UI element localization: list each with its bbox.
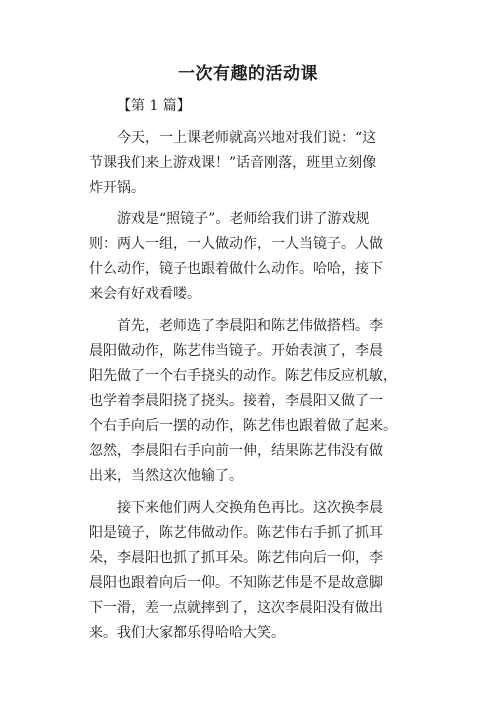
paragraph-4-line-1: 接下来他们两人交换角色再比。这次换李晨 [117, 500, 383, 516]
paragraph-3-line-4: 也学着李晨阳挠了挠头。接着，李晨阳又做了一 [89, 393, 383, 409]
paragraph-3-line-3: 阳先做了一个右手挠头的动作。陈艺伟反应机敏， [89, 368, 397, 384]
section-label: 【第 1 篇】 [117, 98, 191, 114]
paragraph-2-line-4: 来会有好戏看喽。 [89, 286, 201, 302]
paragraph-4-line-6: 来。我们大家都乐得哈哈大笑。 [89, 625, 285, 641]
paragraph-3-line-6: 忽然，李晨阳右手向前一伸，结果陈艺伟没有做 [89, 443, 383, 459]
paragraph-2-line-3: 什么动作，镜子也跟着做什么动作。哈哈，接下 [89, 261, 383, 277]
paragraph-3-line-2: 晨阳做动作，陈艺伟当镜子。开始表演了，李晨 [89, 343, 383, 359]
paragraph-2-line-1: 游戏是“照镜子”。老师给我们讲了游戏规 [117, 211, 370, 227]
paragraph-1-line-1: 今天，一上课老师就高兴地对我们说：“这 [117, 130, 377, 146]
paragraph-3-line-5: 个右手向后一摆的动作，陈艺伟也跟着做了起来。 [89, 418, 397, 434]
document-title: 一次有趣的活动课 [178, 64, 318, 84]
paragraph-4-line-4: 晨阳也跟着向后一仰。不知陈艺伟是不是故意脚 [89, 575, 383, 591]
paragraph-2-line-2: 则：两人一组，一人做动作，一人当镜子。人做 [89, 236, 383, 252]
paragraph-4-line-3: 朵，李晨阳也抓了抓耳朵。陈艺伟向后一仰，李 [89, 550, 383, 566]
paragraph-1-line-2: 节课我们来上游戏课！”话音刚落，班里立刻像 [89, 155, 377, 171]
paragraph-3-line-1: 首先，老师选了李晨阳和陈艺伟做搭档。李 [117, 318, 383, 334]
paragraph-1-line-3: 炸开锅。 [89, 180, 145, 196]
paragraph-4-line-2: 阳是镜子，陈艺伟做动作。陈艺伟右手抓了抓耳 [89, 525, 383, 541]
paragraph-4-line-5: 下一滑，差一点就摔到了，这次李晨阳没有做出 [89, 600, 383, 616]
paragraph-3-line-7: 出来，当然这次他输了。 [89, 468, 243, 484]
